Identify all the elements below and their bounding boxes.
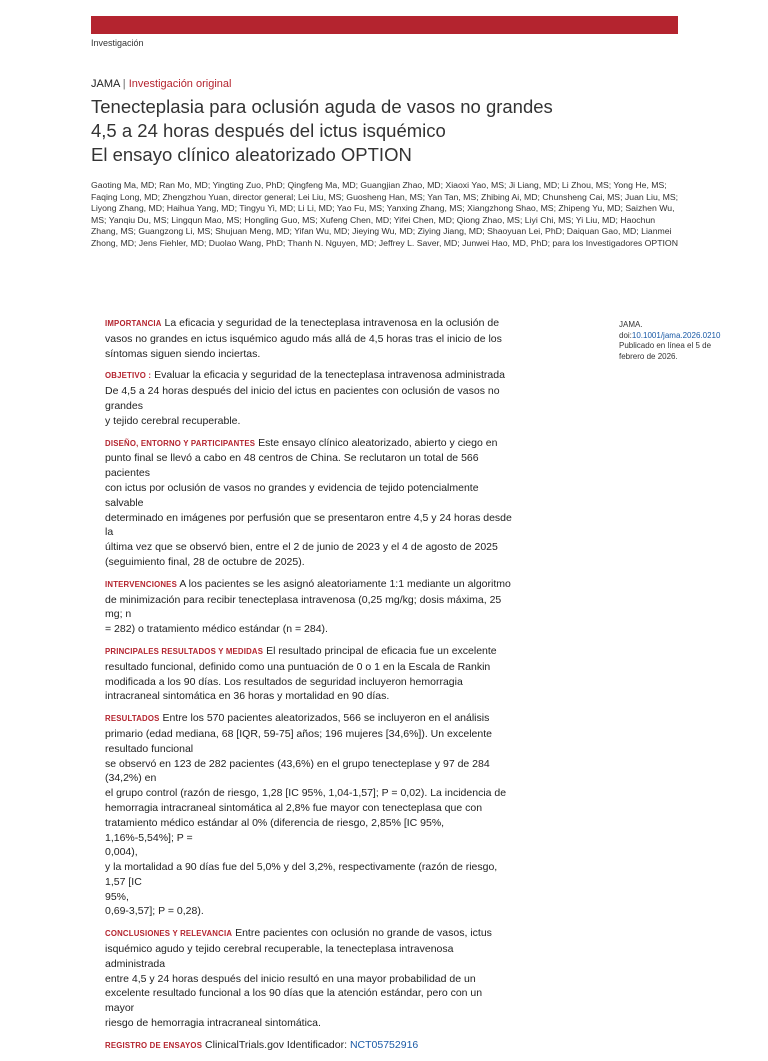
resultados-line: Entre los 570 pacientes aleatorizados, 566 se incluyeron en el análisis: [159, 712, 490, 725]
diseno-label: DISEÑO, ENTORNO Y PARTICIPANTES: [105, 438, 256, 448]
title-line-2: 4,5 a 24 horas después del ictus isquémico: [91, 120, 446, 141]
author-list: [91, 180, 681, 250]
resultados-line: el grupo control (razón de riesgo, 1,28 [IC 95%, 1,04-1,57]; P = 0,02). La incidencia de: [105, 787, 507, 800]
intervenciones-line: A los pacientes se les asignó aleatoriamente 1:1 mediante un algoritmo: [176, 577, 511, 590]
conclusiones-line: excelente resultado funcional a los 90 días que la atención estándar, pero con un mayor: [105, 987, 483, 1015]
objetivo-line: De 4,5 a 24 horas después del inicio del ictus en pacientes con oclusión de vasos no grandes: [105, 385, 500, 412]
conclusiones-line: entre 4,5 y 24 horas después del inicio resultó en una mayor probabilidad de un: [105, 972, 476, 985]
resultados-line: 0,004),: [105, 846, 138, 859]
doi-link[interactable]: 10.1001/jama.2026.0210: [631, 330, 721, 340]
top-color-bar: [91, 16, 678, 34]
registro-label: REGISTRO DE ENSAYOS: [105, 1040, 203, 1050]
resultados-line: hemorragia intracraneal sintomática al 2,8% fue mayor con tenecteplasa que con: [105, 801, 483, 814]
principales-line: modificada a los 90 días. Los resultados de seguridad incluyeron hemorragia: [105, 675, 463, 688]
principales-line: intracraneal sintomática en 36 horas y mortalidad en 90 días.: [105, 690, 390, 703]
resultados-line: 0,69-3,57]; P = 0,28).: [105, 905, 204, 918]
resultados-line: resultado funcional: [105, 742, 194, 755]
principales-label: PRINCIPALES RESULTADOS Y MEDIDAS: [105, 646, 264, 656]
conclusiones-line: riesgo de hemorragia intracraneal sintomática.: [105, 1017, 321, 1030]
authors-paragraph-1: Gaoting Ma, MD; Ran Mo, MD; Yingting Zuo, PhD; Qingfeng Ma, MD; Guangjian Zhao, MD; Xiaoxi Yao, MS; Ji Liang, MD; Li Zhou, MS; Yong He, MS; Faqing Long, MD; Zhengzhou Yuan, director general; Lei Liu, MS; Guosheng Han, MS; Yan Tan, MS; Zhibing Ai, MD; Chunsheng Cai, MS; Juan Liu, MS;: [91, 180, 679, 202]
diseno-line: (seguimiento final, 28 de octubre de 2025).: [105, 555, 305, 568]
article-info-sidebar: [619, 320, 749, 362]
intervenciones-label: INTERVENCIONES: [105, 579, 177, 589]
article-title: [91, 95, 651, 167]
abstract: [105, 316, 513, 1061]
resultados-line: y la mortalidad a 90 días fue del 5,0% y del 3,2%, respectivamente (razón de riesgo, 1,57 [IC: [105, 861, 498, 888]
diseno-line: con ictus por oclusión de vasos no grandes y evidencia de tejido potencialmente salvable: [105, 481, 479, 509]
authors-paragraph-2: Liyong Zhang, MD; Haihua Yang, MD; Tingyu Yi, MD; Li Li, MD; Yao Fu, MS; Yanxing Zhang, MS; Xiangzhong Shao, MS; Zhipeng Yu, MD; Saizhen Wu, MS; Yanqiu Du, MS; Lingqun Mao, MS; Hongling Guo, MS; Xufeng Chen, MD; Yifei Chen, MD; Qiong Zhao, MS; Liyi Chi, MS; Yi Liu, MD; Haochun Zhang, MS; Guangzong Li, MS; Shujuan Meng, MD; Yifan Wu, MD; Jieying Wu, MD; Ziying Jiang, MD; Shaoyuan Lei, PhD; Daiquan Gao, MD; Lianmei Zhong, MD; Jens Fiehler, MD; Duolao Wang, PhD; Thanh N. Nguyen, MD; Jeffrey L. Saver, MD; Junwei Hao, MD, PhD; para los Investigadores OPTION: [91, 203, 678, 248]
abstract-diseno: [105, 436, 513, 570]
intervenciones-line: = 282) o tratamiento médico estándar (n = 284).: [105, 623, 328, 636]
resultados-line: tratamiento médico estándar al 0% (diferencia de riesgo, 2,85% [IC 95%, 1,16%-5,54%]; P =: [105, 816, 445, 844]
sidebar-doi: [619, 331, 749, 342]
abstract-registro: [105, 1038, 513, 1054]
trial-registry-link[interactable]: NCT05752916: [349, 1038, 419, 1051]
objetivo-label: OBJETIVO :: [105, 371, 152, 381]
importancia-line: La eficacia y seguridad de la tenecteplasa intravenosa en la oclusión de: [161, 317, 500, 329]
importancia-line: vasos no grandes en ictus isquémico agudo más allá de 4,5 horas tras el inicio de los: [105, 332, 502, 345]
sidebar-journal: JAMA.: [619, 320, 643, 329]
resultados-line: primario (edad mediana, 68 [IQR, 59-75] años; 196 mujeres [34,6%]). Un excelente: [105, 727, 492, 740]
abstract-intervenciones: [105, 577, 513, 637]
diseno-line: determinado en imágenes por perfusión que se presentaron entre 4,5 y 24 horas desde la: [105, 511, 512, 539]
diseno-line: punto final se llevó a cabo en 48 centros de China. Se reclutaron un total de 566 pacientes: [105, 452, 479, 480]
title-line-3: El ensayo clínico aleatorizado OPTION: [91, 144, 412, 165]
sidebar-published-2: febrero de 2026.: [619, 351, 678, 361]
principales-line: El resultado principal de eficacia fue un excelente: [263, 644, 497, 657]
abstract-objetivo: [105, 368, 513, 428]
resultados-line: 95%,: [105, 890, 129, 903]
intervenciones-line: de minimización para recibir tenecteplasa intravenosa (0,25 mg/kg; dosis máxima, 25 mg; n: [105, 593, 502, 621]
resultados-line: se observó en 123 de 282 pacientes (43,6%) en el grupo tenecteplase y 97 de 284 (34,2%) en: [105, 757, 490, 785]
journal-name: JAMA: [91, 78, 120, 90]
principales-line: resultado funcional, definido como una puntuación de 0 o 1 en la Escala de Rankin: [105, 660, 491, 673]
journal-separator: |: [122, 78, 126, 90]
resultados-label: RESULTADOS: [105, 714, 160, 724]
registro-text: ClinicalTrials.gov Identificador:: [202, 1038, 350, 1051]
journal-line: [91, 78, 231, 90]
title-line-1: Tenecteplasia para oclusión aguda de vasos no grandes: [91, 96, 553, 117]
section-label: Investigación: [91, 38, 144, 48]
objetivo-line: y tejido cerebral recuperable.: [105, 414, 241, 427]
conclusiones-label: CONCLUSIONES Y RELEVANCIA: [105, 929, 233, 939]
abstract-conclusiones: [105, 926, 513, 1031]
diseno-line: última vez que se observó bien, entre el 2 de junio de 2023 y el 4 de agosto de 2025: [105, 541, 498, 554]
importancia-line: síntomas siguen siendo inciertas.: [105, 347, 261, 360]
diseno-line: Este ensayo clínico aleatorizado, abierto y ciego en: [255, 436, 498, 449]
doi-prefix: doi:: [619, 330, 632, 340]
importancia-label: IMPORTANCIA: [105, 319, 162, 328]
abstract-resultados: [105, 711, 513, 919]
conclusiones-line: isquémico agudo y tejido cerebral recuperable, la tenecteplasa intravenosa administrada: [105, 943, 454, 970]
abstract-importancia: [105, 316, 513, 361]
article-type: Investigación original: [128, 78, 232, 90]
abstract-principales: [105, 644, 513, 704]
objetivo-line: Evaluar la eficacia y seguridad de la tenecteplasa intravenosa administrada: [151, 369, 505, 382]
sidebar-published-1: Publicado en línea el 5 de: [619, 341, 712, 350]
conclusiones-line: Entre pacientes con oclusión no grande de vasos, ictus: [232, 927, 492, 940]
